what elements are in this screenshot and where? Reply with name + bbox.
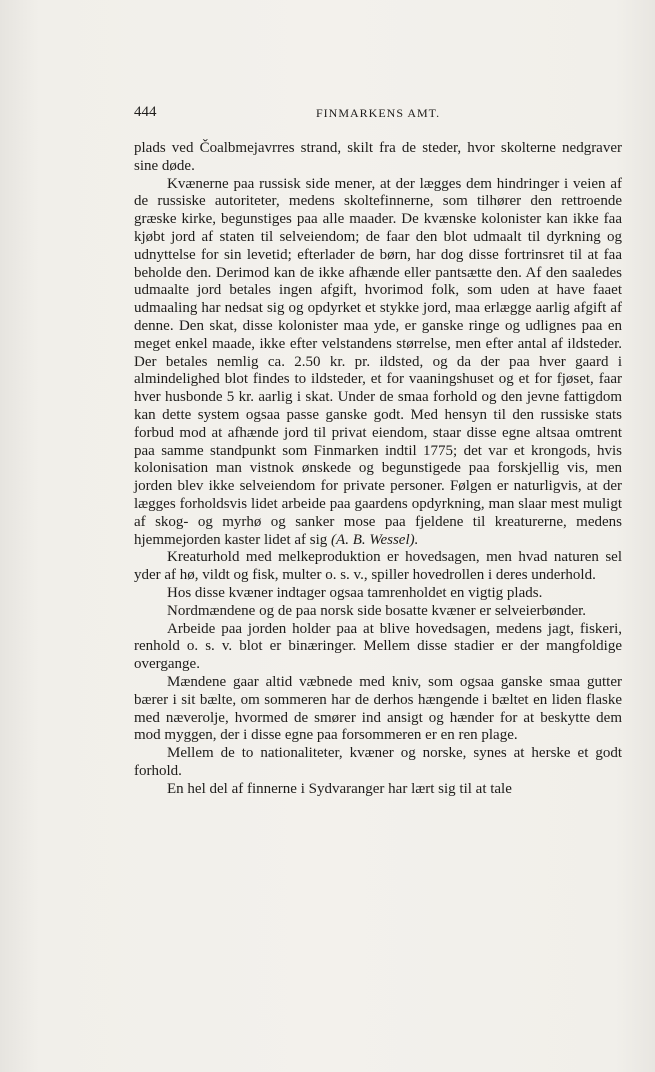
running-title: FINMARKENS AMT. xyxy=(316,106,441,120)
paragraph-3-text: Kreaturhold med melkeproduktion er hovedsagen, men hvad naturen sel yder af hø, vildt og fisk, multer o. s. v., spiller hovedrollen i deres underhold. xyxy=(134,549,622,584)
paragraph-2 xyxy=(134,176,622,550)
citation: (A. B. Wessel). xyxy=(331,531,419,548)
paragraph-6 xyxy=(134,621,622,674)
paragraph-9 xyxy=(134,781,622,799)
paragraph-6-text: Arbeide paa jorden holder paa at blive hovedsagen, medens jagt, fiskeri, renhold o. s. v. blot er binæringer. Mellem disse stadier er der mangfoldige overgange. xyxy=(134,620,622,673)
paragraph-4-text: Hos disse kvæner indtager ogsaa tamrenholdet en vigtig plads. xyxy=(167,584,543,601)
paragraph-9-text: En hel del af finnerne i Sydvaranger har lært sig til at tale xyxy=(167,780,512,797)
paragraph-7 xyxy=(134,674,622,745)
paragraph-4 xyxy=(134,585,622,603)
paragraph-5 xyxy=(134,603,622,621)
paragraph-1-text: plads ved Čoalbmejavrres strand, skilt fra de steder, hvor skolterne nedgraver sine døde. xyxy=(134,140,622,174)
paragraph-8 xyxy=(134,745,622,781)
paragraph-3 xyxy=(134,549,622,585)
page-number: 444 xyxy=(134,104,157,120)
paragraph-1 xyxy=(134,140,622,176)
body-text xyxy=(134,140,622,798)
paragraph-7-text: Mændene gaar altid væbnede med kniv, som ogsaa ganske smaa gutter bærer i sit bælte, om sommeren har de derhos hængende i bæltet en liden flaske med næverolje, hvormed de smører ind ansigt og hænder for at beskytte dem mod myggen, der i disse egne paa forsommeren er en ren plage. xyxy=(134,673,622,744)
paragraph-8-text: Mellem de to nationaliteter, kvæner og norske, synes at herske et godt forhold. xyxy=(134,745,622,779)
paragraph-5-text: Nordmændene og de paa norsk side bosatte kvæner er selveierbønder. xyxy=(167,602,587,619)
paragraph-2-text: Kvænerne paa russisk side mener, at der lægges dem hindringer i veien af de russiske autoriteter, medens skoltefinnerne, som tilhører den rettroende græske kirke, begunstiges paa alle maader. De kvænske kolonister kan ikke faa kjøbt jord af staten til selveiendom; de faar den blot udmaalt til dyrkning og udnyttelse for sin levetid; efterlader de børn, har dog disse fortrinsret til at faa beholde den. Derimod kan de ikke afhænde eller pantsætte den. Af den saaledes udmaalte jord betales ingen afgift, hvorimod folk, som uden at have faaet udmaaling har nedsat sig og opdyrket et stykke jord, maa erlægge aarlig afgift af denne. Den skat, disse kolonister maa yde, er ganske ringe og udlignes paa en meget enkel maade, ikke efter velstandens størrelse, men efter antal af ildsteder. Der betales nemlig ca. 2.50 kr. pr. ildsted, og da der paa hver gaard i almindelighed blot findes to ildsteder, et for vaaningshuset og et for fjøset, faar hver husbonde 5 kr. aarlig i skat. Under de smaa forhold og den jevne fattigdom kan dette system ogsaa passe ganske godt. Med hensyn til den russiske stats forbud mod at afhænde jord til privat eiendom, staar disse egne altsaa omtrent paa samme standpunkt som Finmarken indtil 1775; det var et krongods, hvis kolonisation man vistnok ønskede og begunstigede paa forskjellig vis, men jorden blev ikke selveiendom for private personer. Følgen er naturligvis, at der lægges forholdsvis lidet arbeide paa gaardens opdyrkning, man slaar mest muligt af skog- og myrhø og sanker mose paa fjeldene til kreaturerne, medens hjemmejorden kaster lidet af sig xyxy=(134,175,622,548)
page-header xyxy=(134,104,622,124)
